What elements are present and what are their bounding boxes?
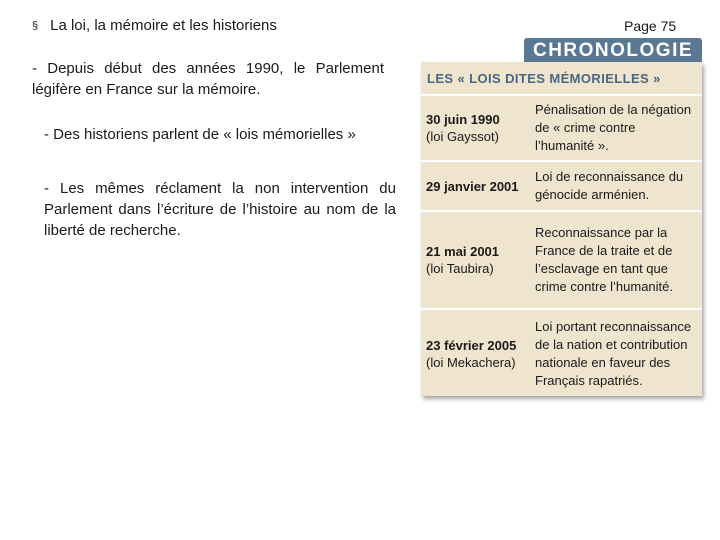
chronology-description: Loi de reconnaissance du génocide arménien. [535,169,684,202]
chronology-date: 23 février 2005 [426,338,517,353]
chronology-date: 29 janvier 2001 [426,178,519,194]
chronology-law-name: (loi Gayssot) [426,129,499,144]
chronology-description: Loi portant reconnaissance de la nation et contribution nationale en faveur des Français rapatriés. [535,319,692,388]
chronology-date: 21 mai 2001 [426,244,500,259]
page-number: Page 75 [624,18,677,34]
bullet-icon: § [32,20,39,32]
chronology-law-name: (loi Taubira) [426,261,494,276]
chronology-date-cell [421,162,529,210]
section-heading [32,16,412,36]
chronology-description: Reconnaissance par la France de la traite et de l’esclavage en tant que crime contre l’humanité. [535,225,673,294]
chronology-date: 30 juin 1990 [426,112,500,127]
chronology-tab: CHRONOLOGIE [524,38,702,64]
chronology-row [421,96,702,162]
chronology-description: Pénalisation de la négation de « crime contre l’humanité ». [535,102,692,153]
chronology-row [421,310,702,398]
chronology-box [421,62,702,396]
chronology-title: LES « LOIS DITES MÉMORIELLES » [421,62,702,96]
chronology-law-name: (loi Mekachera) [426,355,516,370]
chronology-row [421,162,702,212]
chronology-date-cell [421,212,529,308]
chronology-date-cell [421,310,529,398]
heading-text: La loi, la mémoire et les historiens [50,17,277,34]
paragraph-liberte-recherche: - Les mêmes réclament la non intervention du Parlement dans l’écriture de l’histoire au nom de la liberté de recherche. [44,180,396,239]
chronology-date-cell [421,96,529,160]
paragraph-lois-memorielles: - Des historiens parlent de « lois mémorielles » [44,126,356,143]
paragraph-parlement: - Depuis début des années 1990, le Parlement légifère en France sur la mémoire. [32,60,384,98]
chronology-row [421,212,702,310]
